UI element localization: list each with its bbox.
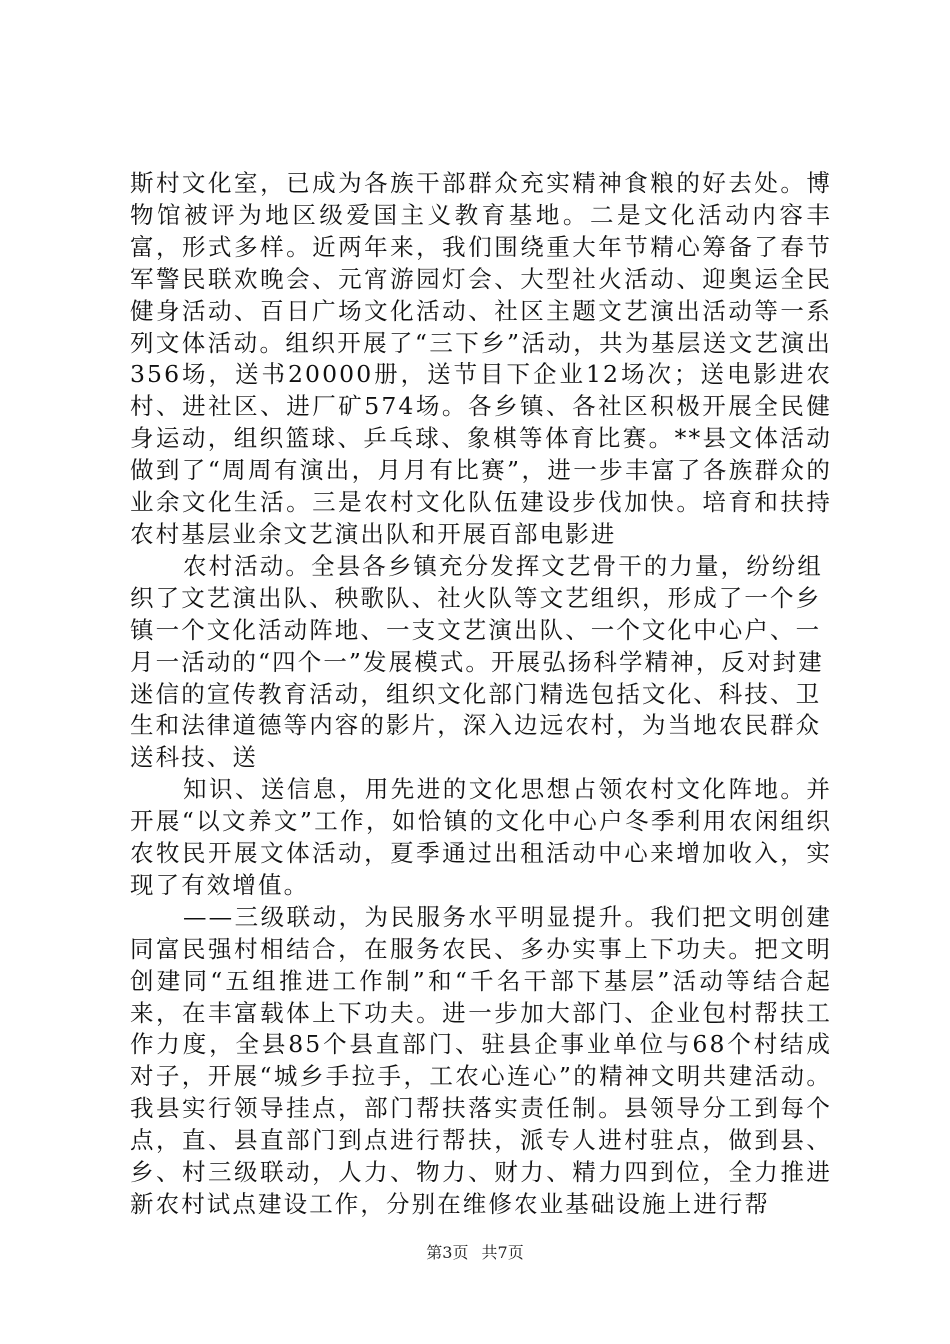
page-total: 共7页 [481,1243,524,1262]
paragraph-3: 知识、送信息，用先进的文化思想占领农村文化阵地。并开展“以文养文”工作，如恰镇的文化中心户冬季利用农闲组织农牧民开展文体活动，夏季通过出租活动中心来增加收入，实现了有效增值。 [130,775,832,899]
paragraph-4: ——三级联动，为民服务水平明显提升。我们把文明创建同富民强村相结合，在服务农民、多办实事上下功夫。把文明创建同“五组推进工作制”和“千名干部下基层”活动等结合起来，在丰富载体上下功夫。进一步加大部门、企业包村帮扶工作力度，全县85个县直部门、驻县企事业单位与68个村结成对子，开展“城乡手拉手，工农心连心”的精神文明共建活动。我县实行领导挂点，部门帮扶落实责任制。县领导分工到每个点，直、县直部门到点进行帮扶，派专人进村驻点，做到县、乡、村三级联动，人力、物力、财力、精力四到位，全力推进新农村试点建设工作，分别在维修农业基础设施上进行帮 [130,902,832,1218]
page-footer [0,1243,950,1263]
paragraph-2: 农村活动。全县各乡镇充分发挥文艺骨干的力量，纷纷组织了文艺演出队、秧歌队、社火队等文艺组织，形成了一个乡镇一个文化活动阵地、一支文艺演出队、一个文化中心户、一月一活动的“四个一”发展模式。开展弘扬科学精神，反对封建迷信的宣传教育活动，组织文化部门精选包括文化、科技、卫生和法律道德等内容的影片，深入边远农村，为当地农民群众送科技、送 [130,551,824,772]
page-number: 第3页 [426,1243,469,1262]
document-body [130,168,832,1221]
paragraph-1: 斯村文化室，已成为各族干部群众充实精神食粮的好去处。博物馆被评为地区级爱国主义教育基地。二是文化活动内容丰富，形式多样。近两年来，我们围绕重大年节精心筹备了春节军警民联欢晚会、元宵游园灯会、大型社火活动、迎奥运全民健身活动、百日广场文化活动、社区主题文艺演出活动等一系列文体活动。组织开展了“三下乡”活动，共为基层送文艺演出356场，送书20000册，送节目下企业12场次；送电影进农村、进社区、进厂矿574场。各乡镇、各社区积极开展全民健身运动，组织篮球、乒乓球、象棋等体育比赛。**县文体活动做到了“周周有演出，月月有比赛”，进一步丰富了各族群众的业余文化生活。三是农村文化队伍建设步伐加快。培育和扶持农村基层业余文艺演出队和开展百部电影进 [130,169,832,548]
